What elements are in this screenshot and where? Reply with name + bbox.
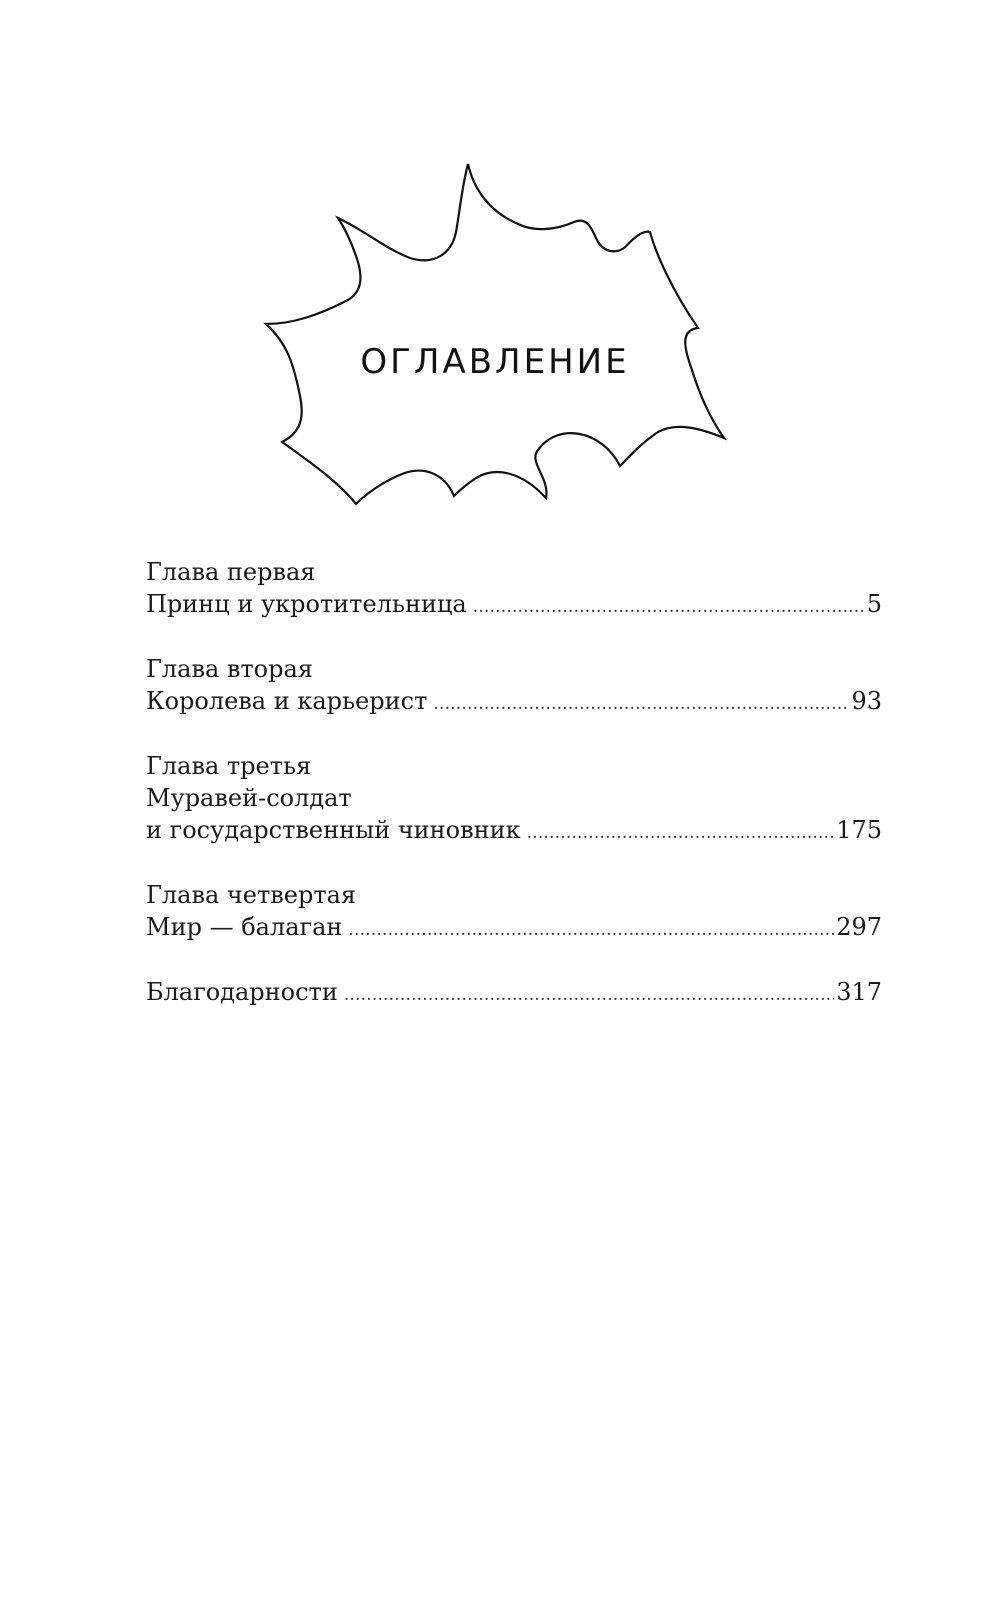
dot-leader bbox=[473, 591, 865, 623]
page-number: 297 bbox=[836, 913, 882, 941]
chapter-label: Глава третья bbox=[146, 752, 312, 780]
toc-title-line[interactable] bbox=[146, 814, 882, 846]
page-number: 175 bbox=[836, 816, 882, 844]
page-number: 93 bbox=[851, 687, 882, 715]
toc-title-line[interactable] bbox=[146, 976, 882, 1008]
toc-title-line[interactable] bbox=[146, 588, 882, 620]
title-burst bbox=[260, 160, 730, 510]
chapter-title-first-line: Муравей-солдат bbox=[146, 784, 352, 812]
toc-title-line[interactable] bbox=[146, 685, 882, 717]
toc-entry-3 bbox=[146, 750, 882, 846]
dot-leader bbox=[344, 979, 834, 1011]
toc-title-line[interactable] bbox=[146, 911, 882, 943]
toc-entry-2 bbox=[146, 653, 882, 717]
toc-entry-5 bbox=[146, 976, 882, 1008]
chapter-title: Благодарности bbox=[146, 978, 338, 1006]
chapter-title: Принц и укротительница bbox=[146, 590, 467, 618]
page-title: ОГЛАВЛЕНИЕ bbox=[360, 342, 630, 382]
page-number: 317 bbox=[836, 978, 882, 1006]
toc-entry-1 bbox=[146, 556, 882, 620]
chapter-title: Королева и карьерист bbox=[146, 687, 428, 715]
chapter-title: Мир — балаган bbox=[146, 913, 343, 941]
chapter-label: Глава четвертая bbox=[146, 881, 357, 909]
chapter-label: Глава первая bbox=[146, 558, 316, 586]
speech-burst-icon bbox=[260, 160, 730, 510]
toc-entry-4 bbox=[146, 879, 882, 943]
dot-leader bbox=[433, 688, 849, 720]
chapter-title: и государственный чиновник bbox=[146, 816, 521, 844]
page-number: 5 bbox=[866, 590, 882, 618]
dot-leader bbox=[527, 817, 835, 849]
dot-leader bbox=[348, 914, 834, 946]
table-of-contents bbox=[146, 556, 882, 1041]
chapter-label: Глава вторая bbox=[146, 655, 313, 683]
